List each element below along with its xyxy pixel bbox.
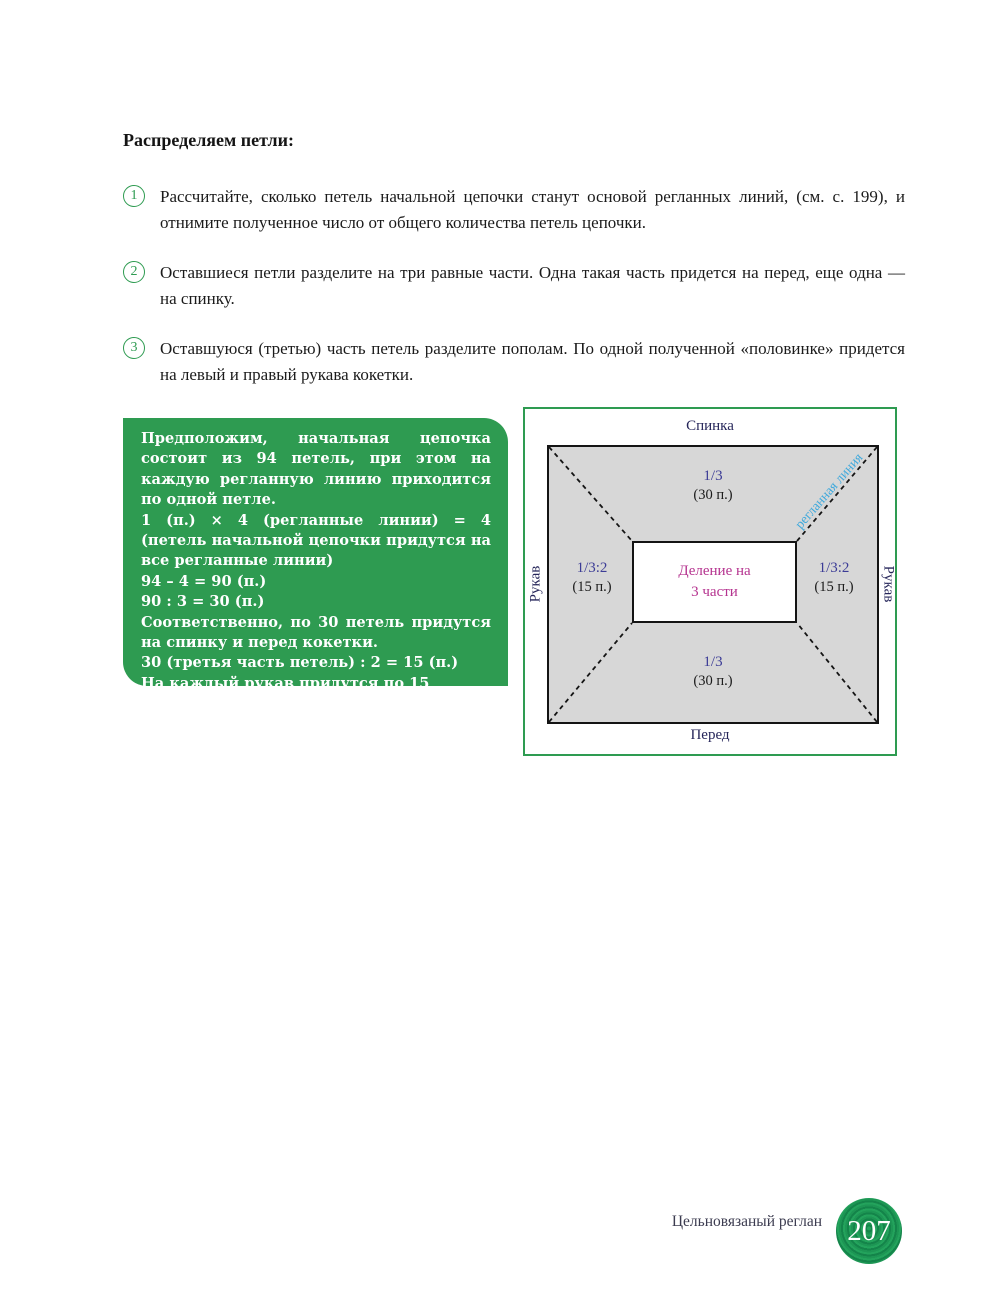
example-callout-box <box>123 418 508 713</box>
section-front <box>549 653 877 691</box>
section-fraction: 1/3:2 <box>818 560 850 576</box>
section-sleeve-left <box>555 559 629 597</box>
example-formula: 94 – 4 = 90 (п.) <box>141 572 267 590</box>
diagram-label-front: Перед <box>690 727 730 743</box>
center-box-line1: Деление на <box>678 563 751 579</box>
example-paragraph: Соответственно, по 30 петель придутся на спинку и перед кокетки. <box>141 613 491 652</box>
page-number-badge <box>836 1198 902 1264</box>
step-number: 3 <box>130 340 138 355</box>
step-item-3 <box>123 336 905 388</box>
step-number: 2 <box>130 264 138 279</box>
section-back <box>549 467 877 505</box>
section-sleeve-right <box>797 559 871 597</box>
example-paragraph: На каждый рукав придутся по 15 петель. <box>141 674 430 713</box>
section-fraction: 1/3:2 <box>576 560 608 576</box>
diagram-label-back: Спинка <box>686 418 734 434</box>
section-fraction: 1/3 <box>703 654 723 670</box>
section-count: (30 п.) <box>693 673 733 689</box>
step-text: Рассчитайте, сколько петель начальной цепочки станут основой регланных линий, (см. с. 199), и отнимите полученное число от общего количества петель цепочки. <box>160 187 905 232</box>
section-fraction: 1/3 <box>703 468 723 484</box>
raglan-line-label: регланная линия <box>791 449 866 532</box>
example-formula: 90 : 3 = 30 (п.) <box>141 593 265 611</box>
step-number: 1 <box>130 188 138 203</box>
step-text: Оставшиеся петли разделите на три равные части. Одна такая часть придется на перед, еще одна — на спинку. <box>160 263 905 308</box>
footer-section-title: Цельновязаный реглан <box>671 1213 822 1230</box>
step-item-1 <box>123 184 905 236</box>
step-item-2 <box>123 260 905 312</box>
section-count: (15 п.) <box>814 579 854 595</box>
yoke-square <box>547 445 879 724</box>
page-title: Распределяем петли: <box>123 130 295 150</box>
step-number-badge <box>123 337 145 359</box>
division-diagram <box>523 407 897 756</box>
page-number: 207 <box>847 1214 891 1247</box>
example-paragraph: 1 (п.) × 4 (регланные линии) = 4 (петель начальной цепочки придутся на все регланные линии) <box>141 511 491 570</box>
center-box-line2: 3 части <box>691 584 738 600</box>
section-count: (30 п.) <box>693 487 733 503</box>
example-paragraph: Предположим, начальная цепочка состоит из 94 петель, при этом на каждую регланную линию приходится по одной петле. <box>141 430 491 509</box>
example-formula: 30 (третья часть петель) : 2 = 15 (п.) <box>141 654 459 672</box>
step-text: Оставшуюся (третью) часть петель разделите пополам. По одной полученной «половинке» придется на левый и правый рукава кокетки. <box>160 339 905 384</box>
center-division-box <box>632 541 797 623</box>
diagram-label-sleeve-right: Рукав <box>880 565 897 603</box>
section-count: (15 п.) <box>572 579 612 595</box>
step-number-badge <box>123 185 145 207</box>
diagram-label-sleeve-left: Рукав <box>527 565 544 603</box>
step-number-badge <box>123 261 145 283</box>
